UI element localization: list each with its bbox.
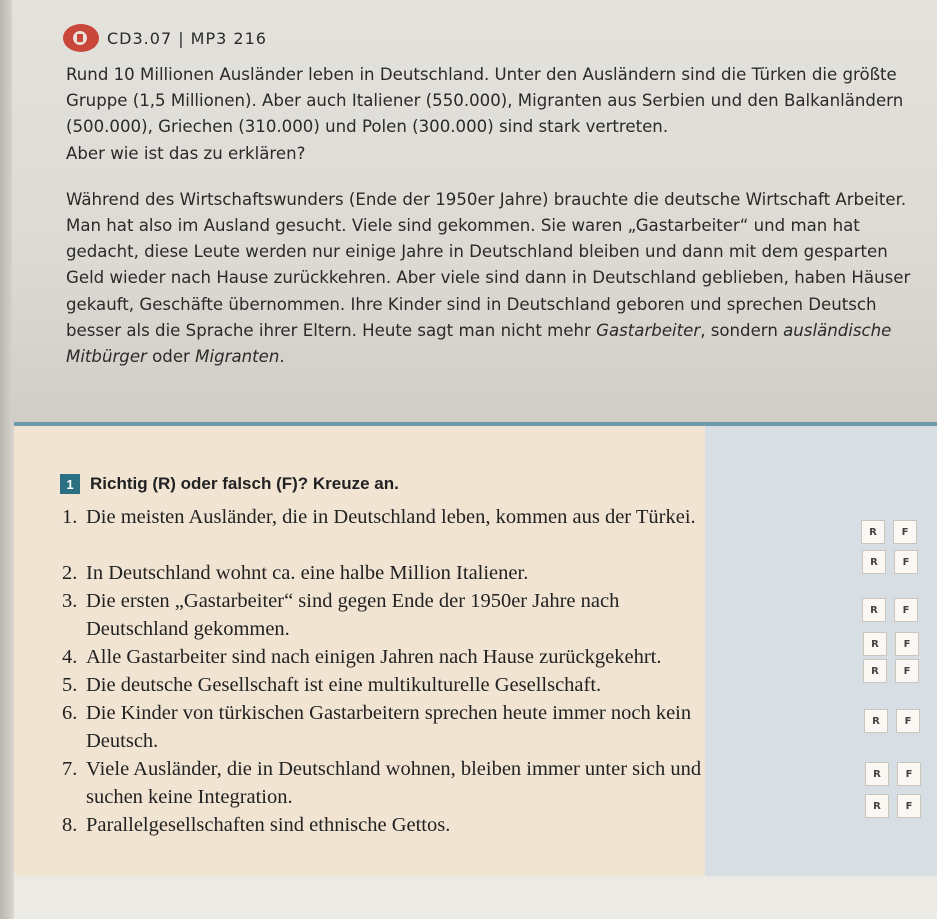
falsch-checkbox[interactable]: F: [894, 598, 918, 622]
statement-number: 4.: [62, 646, 78, 668]
richtig-checkbox[interactable]: R: [862, 550, 886, 574]
richtig-checkbox[interactable]: R: [865, 794, 889, 818]
audio-reference: [63, 24, 267, 52]
exercise-title: Richtig (R) oder falsch (F)? Kreuze an.: [90, 474, 399, 493]
statement-text: Parallelgesellschaften sind ethnische Gettos.: [86, 814, 451, 836]
statement-text: Die meisten Ausländer, die in Deutschland leben, kommen aus der Türkei.: [86, 506, 696, 528]
term-auslaendische-mitbuerger: ausländische Mitbürger: [66, 320, 892, 367]
statement-number: 1.: [62, 506, 78, 528]
statement-text: Alle Gastarbeiter sind nach einigen Jahren nach Hause zurückgekehrt.: [86, 646, 662, 668]
statement-number: 6.: [62, 702, 78, 724]
paragraph-1: [66, 62, 926, 141]
richtig-checkbox[interactable]: R: [861, 520, 885, 544]
richtig-checkbox[interactable]: R: [864, 709, 888, 733]
statement-text: Die Kinder von türkischen Gastarbeitern sprechen heute immer noch kein Deutsch.: [86, 702, 692, 752]
falsch-checkbox[interactable]: F: [894, 550, 918, 574]
statement-number: 8.: [62, 814, 78, 836]
statement-text: In Deutschland wohnt ca. eine halbe Million Italiener.: [86, 562, 529, 584]
richtig-checkbox[interactable]: R: [863, 632, 887, 656]
paragraph-1-text: Rund 10 Millionen Ausländer leben in Deutschland. Unter den Ausländern sind die Türken die größte Gruppe (1,5 Millionen). Aber auch Italiener (550.000), Migranten aus Serbien und den Balkanländern (500.000), Griechen (310.000) und Polen (300.000) sind stark vertreten.: [66, 65, 904, 137]
exercise-number: 1: [60, 474, 80, 494]
falsch-checkbox[interactable]: F: [897, 794, 921, 818]
exercise-header: [60, 474, 399, 494]
question-text: Aber wie ist das zu erklären?: [66, 143, 306, 163]
audio-track-label: CD3.07 | MP3 216: [107, 28, 267, 48]
page-bottom: [14, 876, 937, 919]
paragraph-2-end: .: [279, 347, 285, 367]
term-gastarbeiter: Gastarbeiter: [596, 320, 701, 340]
richtig-checkbox[interactable]: R: [863, 659, 887, 683]
paragraph-1-question: [66, 141, 926, 167]
reading-text: [66, 62, 926, 389]
statement-number: 5.: [62, 674, 78, 696]
falsch-checkbox[interactable]: F: [897, 762, 921, 786]
paragraph-2-text: Während des Wirtschaftswunders (Ende der 1950er Jahre) brauchte die deutsche Wirtschaft Arbeiter. Man hat also im Ausland gesucht. Viele sind gekommen. Sie waren „Gastarbeiter“ und man hat gedacht, diese Leute werden nur einige Jahre in Deutschland bleiben und dann mit dem gesparten Geld wieder nach Hause zurückkehren. Aber viele sind dann in Deutschland geblieben, haben Häuser gekauft, Geschäfte übernommen. Ihre Kinder sind in Deutschland geboren und sprechen Deutsch besser als die Sprache ihrer Eltern. Heute sagt man nicht mehr: [66, 189, 911, 340]
falsch-checkbox[interactable]: F: [896, 709, 920, 733]
statement-number: 2.: [62, 562, 78, 584]
falsch-checkbox[interactable]: F: [895, 632, 919, 656]
paragraph-2-mid: , sondern: [700, 320, 784, 340]
paragraph-2-and: oder: [146, 347, 196, 367]
audio-cd-icon: [63, 24, 99, 52]
statement-text: Viele Ausländer, die in Deutschland wohnen, bleiben immer unter sich und suchen keine Integration.: [86, 758, 702, 808]
term-migranten: Migranten: [195, 347, 280, 367]
falsch-checkbox[interactable]: F: [895, 659, 919, 683]
statement-text: Die deutsche Gesellschaft ist eine multikulturelle Gesellschaft.: [86, 674, 602, 696]
richtig-checkbox[interactable]: R: [862, 598, 886, 622]
statement-number: 7.: [62, 758, 78, 780]
statement-number: 3.: [62, 590, 78, 612]
richtig-checkbox[interactable]: R: [865, 762, 889, 786]
paragraph-2: [66, 187, 926, 370]
page-edge: [0, 0, 12, 919]
falsch-checkbox[interactable]: F: [893, 520, 917, 544]
statement-text: Die ersten „Gastarbeiter“ sind gegen Ende der 1950er Jahre nach Deutschland gekommen.: [86, 590, 620, 640]
